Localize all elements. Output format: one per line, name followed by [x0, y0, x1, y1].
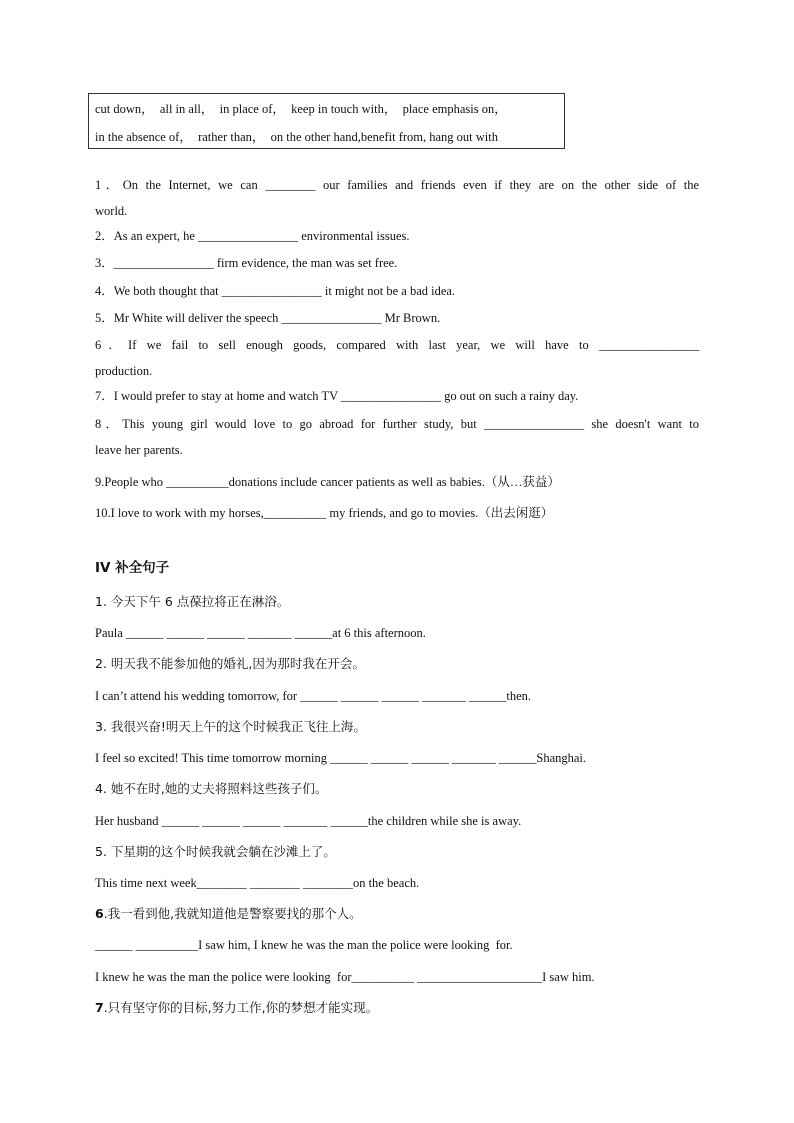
sentence-6-en-1: ______ __________I saw him, I knew he was the man the police were looking for. [95, 938, 513, 952]
sentence-2-en: I can’t attend his wedding tomorrow, for ______ ______ ______ _______ ______then. [95, 689, 532, 703]
phrase-box [88, 93, 565, 149]
sentence-6-number: 6 [95, 906, 104, 921]
sentence-1-en: Paula ______ ______ ______ _______ ______at 6 this afternoon. [95, 626, 426, 640]
sentence-6-cn-text: .我一看到他,我就知道他是警察要找的那个人。 [103, 906, 362, 921]
phrase-line-2: in the absence of， rather than， on the other hand,benefit from, hang out with [95, 130, 499, 144]
sentence-6-en-2: I knew he was the man the police were looking for__________ ____________________I saw him. [95, 970, 595, 984]
sentence-5-en: This time next week________ ________ ________on the beach. [95, 876, 420, 890]
sentence-4-cn: 4. 她不在时,她的丈夫将照料这些孩子们。 [95, 781, 328, 796]
question-6: 6．If we fail to sell enough goods, compared with last year, we will have to ________________ [95, 338, 699, 352]
sentence-6-cn [95, 905, 362, 923]
question-8-cont: leave her parents. [95, 443, 183, 457]
sentence-3-cn: 3. 我很兴奋!明天上午的这个时候我正飞往上海。 [95, 719, 366, 734]
question-3: 3．________________ firm evidence, the man was set free. [95, 256, 398, 270]
question-4: 4．We both thought that ________________ it might not be a bad idea. [95, 284, 456, 298]
question-1: 1．On the Internet, we can ________ our families and friends even if they are on the other side of the [95, 178, 699, 192]
question-7: 7．I would prefer to stay at home and watch TV ________________ go out on such a rainy day. [95, 389, 579, 403]
question-1-cont: world. [95, 204, 128, 218]
sentence-4-en: Her husband ______ ______ ______ _______ ______the children while she is away. [95, 814, 522, 828]
sentence-3-en: I feel so excited! This time tomorrow morning ______ ______ ______ _______ ______Shanghai. [95, 751, 587, 765]
sentence-7-number: 7 [95, 1000, 104, 1015]
phrase-line-1: cut down， all in all， in place of， keep in touch with， place emphasis on， [95, 102, 507, 116]
sentence-1-cn: 1. 今天下午 6 点葆拉将正在淋浴。 [95, 594, 290, 609]
question-9: 9.People who __________donations include cancer patients as well as babies.（从…获益） [95, 475, 560, 489]
sentence-2-cn: 2. 明天我不能参加他的婚礼,因为那时我在开会。 [95, 656, 365, 671]
question-5: 5．Mr White will deliver the speech ________________ Mr Brown. [95, 311, 441, 325]
sentence-7-cn-text: .只有坚守你的目标,努力工作,你的梦想才能实现。 [103, 1000, 379, 1015]
question-2: 2．As an expert, he ________________ environmental issues. [95, 229, 410, 243]
question-6-cont: production. [95, 364, 153, 378]
question-8: 8．This young girl would love to go abroad for further study, but ________________ she doesn't want to [95, 417, 699, 431]
sentence-7-cn [95, 999, 378, 1017]
question-10: 10.I love to work with my horses,__________ my friends, and go to movies.（出去闲逛） [95, 506, 554, 520]
section-heading: IV 补全句子 [95, 560, 170, 576]
sentence-5-cn: 5. 下星期的这个时候我就会躺在沙滩上了。 [95, 844, 336, 859]
